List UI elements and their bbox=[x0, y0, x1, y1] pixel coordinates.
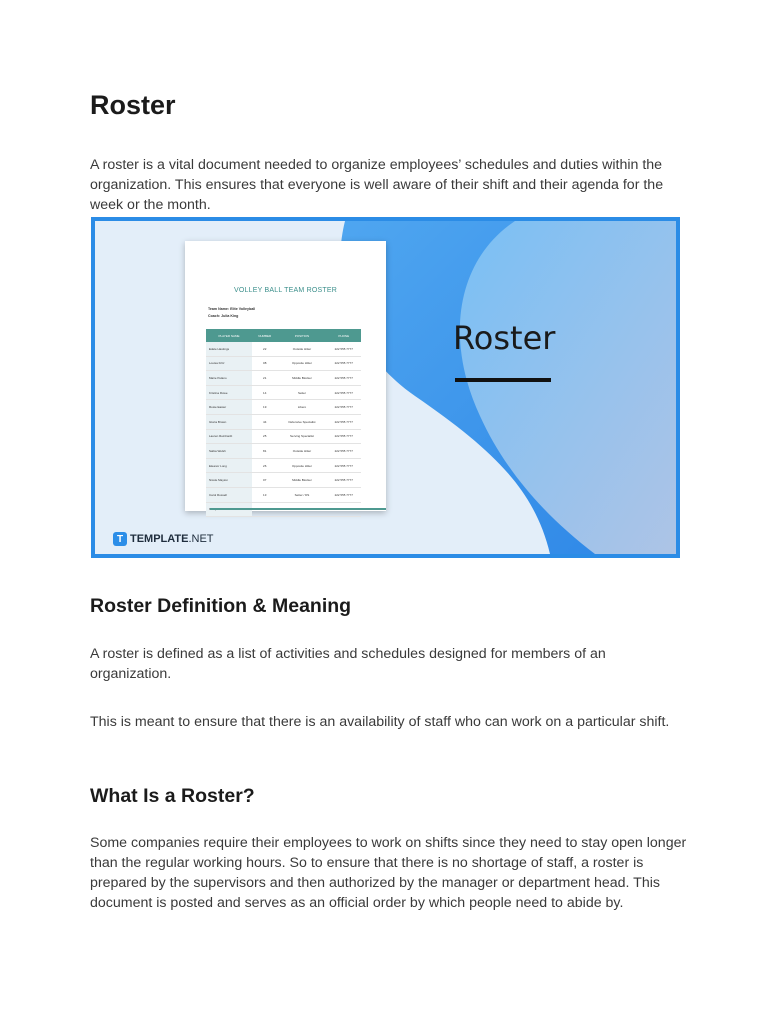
table-cell: 22 bbox=[252, 342, 277, 356]
table-row bbox=[206, 400, 361, 415]
table-row bbox=[206, 414, 361, 429]
table-cell: Libero bbox=[277, 400, 326, 415]
table-cell: Opposite Hitter bbox=[277, 458, 326, 473]
table-cell: Eleanor Long bbox=[206, 458, 252, 473]
table-row bbox=[206, 385, 361, 400]
definition-paragraph-2: This is meant to ensure that there is an availability of staff who can work on a particular shift. bbox=[90, 714, 670, 730]
table-cell: Gloria Brown bbox=[206, 414, 252, 429]
table-cell: Middle Blocker bbox=[277, 473, 326, 488]
what-is-paragraph: Some companies require their employees to work on shifts since they need to stay open longer than the regular working hours. So to ensure that there is no shortage of staff, a roster is prepared by the supervisors and then authorized by the manager or department head. This document is posted and serves as an official order by which people need to abide by. bbox=[90, 835, 687, 911]
section-heading-definition: Roster Definition & Meaning bbox=[90, 595, 352, 617]
coach-name: Coach: Julia King bbox=[208, 314, 239, 318]
table-cell: 08 bbox=[252, 356, 277, 371]
roster-banner-image bbox=[91, 217, 680, 558]
table-cell: 14 bbox=[252, 385, 277, 400]
table-cell: 222 555 7777 bbox=[327, 429, 361, 444]
table-cell: Outside Hitter bbox=[277, 342, 326, 356]
table-header-row bbox=[206, 329, 361, 342]
table-cell: Lauren Reinhardt bbox=[206, 429, 252, 444]
table-cell: 222 555 7777 bbox=[327, 444, 361, 459]
table-cell: 222 555 7777 bbox=[327, 385, 361, 400]
table-cell: Nicole Mayton bbox=[206, 473, 252, 488]
definition-paragraph-1: A roster is defined as a list of activities and schedules designed for members of an organization. bbox=[90, 646, 606, 682]
table-row bbox=[206, 371, 361, 386]
table-row bbox=[206, 487, 361, 502]
table-row bbox=[206, 342, 361, 356]
table-cell: 222 555 7777 bbox=[327, 371, 361, 386]
brand-name: TEMPLATE bbox=[130, 533, 189, 545]
table-cell: 25 bbox=[252, 429, 277, 444]
table-row bbox=[206, 429, 361, 444]
table-row bbox=[206, 458, 361, 473]
table-cell: 81 bbox=[252, 444, 277, 459]
table-cell: Setter bbox=[277, 385, 326, 400]
table-cell: 44 bbox=[252, 414, 277, 429]
table-cell: 222 555 7777 bbox=[327, 400, 361, 415]
table-cell: Middle Blocker bbox=[277, 371, 326, 386]
roster-table-body bbox=[206, 342, 361, 517]
banner-underline bbox=[455, 378, 551, 382]
table-cell: Setter / DS bbox=[277, 487, 326, 502]
table-cell: 222 555 7777 bbox=[327, 342, 361, 356]
table-row bbox=[206, 473, 361, 488]
table-cell: 19 bbox=[252, 400, 277, 415]
table-cell: Kristina Rowe bbox=[206, 385, 252, 400]
banner-heading: Roster bbox=[453, 319, 556, 357]
table-cell: 07 bbox=[252, 473, 277, 488]
column-header: PHONE bbox=[327, 329, 361, 342]
document-footer-line bbox=[210, 508, 386, 510]
table-cell: Carol Russell bbox=[206, 487, 252, 502]
template-net-logo bbox=[113, 532, 214, 546]
roster-table bbox=[206, 329, 361, 517]
table-cell: 222 555 7777 bbox=[327, 414, 361, 429]
table-cell: Sabia Welsh bbox=[206, 444, 252, 459]
table-cell: Marie Pelano bbox=[206, 371, 252, 386]
table-cell: 222 555 7777 bbox=[327, 458, 361, 473]
section-heading-what-is: What Is a Roster? bbox=[90, 785, 255, 807]
table-cell: Edele Hastings bbox=[206, 342, 252, 356]
table-cell: 26 bbox=[252, 458, 277, 473]
page-title: Roster bbox=[90, 90, 176, 120]
table-cell: 222 555 7777 bbox=[327, 487, 361, 502]
brand-suffix: .NET bbox=[188, 533, 214, 545]
table-cell: 13 bbox=[252, 487, 277, 502]
table-cell: 21 bbox=[252, 371, 277, 386]
table-row bbox=[206, 356, 361, 371]
table-cell: Defensive Specialist bbox=[277, 414, 326, 429]
table-cell: 222 555 7777 bbox=[327, 356, 361, 371]
roster-document-preview bbox=[185, 241, 386, 511]
column-header: PLAYER NAME bbox=[206, 329, 252, 342]
team-name: Team Name: Elite Volleyball bbox=[208, 307, 256, 311]
column-header: POSITION bbox=[277, 329, 326, 342]
table-cell: Louisa Fritz bbox=[206, 356, 252, 371]
table-cell: Rosie Easter bbox=[206, 400, 252, 415]
table-cell: Opposite Hitter bbox=[277, 356, 326, 371]
document-title: VOLLEY BALL TEAM ROSTER bbox=[234, 287, 337, 294]
template-logo-icon: T bbox=[113, 532, 127, 546]
table-cell: Outside Hitter bbox=[277, 444, 326, 459]
table-cell: 222 555 7777 bbox=[327, 473, 361, 488]
table-cell: Serving Specialist bbox=[277, 429, 326, 444]
table-row bbox=[206, 444, 361, 459]
column-header: NUMBER bbox=[252, 329, 277, 342]
intro-paragraph: A roster is a vital document needed to organize employees’ schedules and duties within the organization. This ensures that everyone is well aware of their shift and their agenda for the week or the month. bbox=[90, 157, 664, 213]
